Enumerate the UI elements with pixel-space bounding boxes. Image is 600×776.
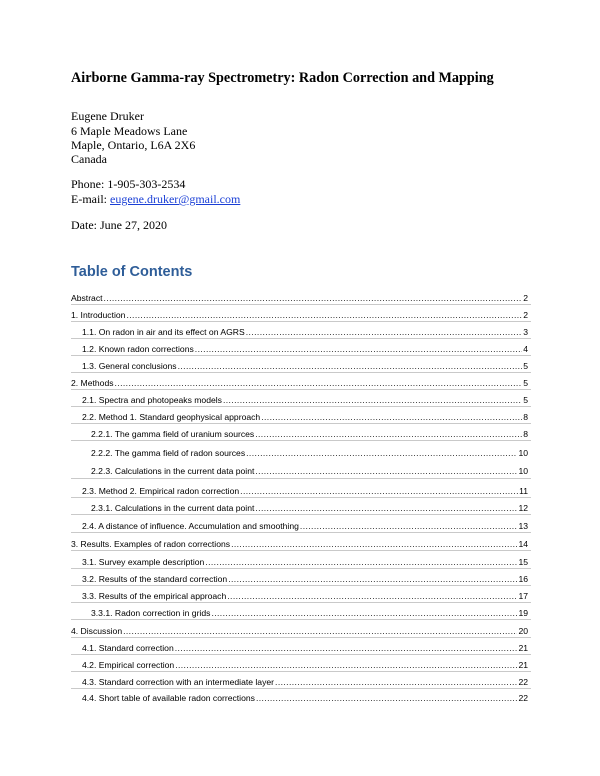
toc-leader xyxy=(123,626,517,636)
toc-entry-label: 2.4. A distance of influence. Accumulation and smoothing xyxy=(82,521,299,531)
toc-entry[interactable] xyxy=(82,555,528,567)
toc-divider xyxy=(71,637,531,638)
toc-entry[interactable] xyxy=(82,519,528,531)
toc-entry-label: Abstract xyxy=(71,293,103,303)
toc-entry-page: 5 xyxy=(523,395,528,405)
toc-divider xyxy=(71,423,531,424)
author-name: Eugene Druker xyxy=(71,109,144,123)
toc-entry[interactable] xyxy=(91,606,528,618)
toc-entry-page: 21 xyxy=(518,643,528,653)
toc-entry[interactable] xyxy=(82,589,528,601)
toc-entry-label: 3. Results. Examples of radon corrections xyxy=(71,539,231,549)
toc-entry-label: 1. Introduction xyxy=(71,310,126,320)
toc-entry-label: 4.1. Standard correction xyxy=(82,643,174,653)
toc-divider xyxy=(71,338,531,339)
toc-entry[interactable] xyxy=(71,308,528,320)
toc-divider xyxy=(71,497,531,498)
email-line xyxy=(71,192,240,206)
toc-entry[interactable] xyxy=(82,393,528,405)
toc-leader xyxy=(255,466,517,476)
toc-entry-page: 21 xyxy=(518,660,528,670)
toc-leader xyxy=(275,677,517,687)
toc-entry[interactable] xyxy=(71,291,528,303)
toc-divider xyxy=(71,602,531,603)
toc-entry-page: 14 xyxy=(518,539,528,549)
toc-entry-label: 3.1. Survey example description xyxy=(82,557,205,567)
phone: Phone: 1-905-303-2534 xyxy=(71,177,186,191)
toc-leader xyxy=(115,378,523,388)
toc-entry-label: 2.2.2. The gamma field of radon sources xyxy=(91,448,246,458)
toc-divider xyxy=(71,372,531,373)
toc-divider xyxy=(71,619,531,620)
toc-entry[interactable] xyxy=(82,572,528,584)
toc-entry-page: 13 xyxy=(518,521,528,531)
toc-entry-page: 22 xyxy=(518,693,528,703)
address-country: Canada xyxy=(71,152,107,166)
toc-entry-label: 2. Methods xyxy=(71,378,114,388)
address-line-2: Maple, Ontario, L6A 2X6 xyxy=(71,138,196,152)
email-label: E-mail: xyxy=(71,192,110,206)
toc-entry-page: 8 xyxy=(523,429,528,439)
toc-entry[interactable] xyxy=(91,446,528,458)
toc-divider xyxy=(71,550,531,551)
toc-leader xyxy=(246,448,517,458)
toc-entry-page: 8 xyxy=(523,412,528,422)
toc-divider xyxy=(71,321,531,322)
toc-entry-label: 2.2.3. Calculations in the current data point xyxy=(91,466,255,476)
toc-entry[interactable] xyxy=(71,537,528,549)
toc-divider xyxy=(71,355,531,356)
toc-leader xyxy=(228,574,517,584)
toc-heading: Table of Contents xyxy=(71,264,193,280)
toc-entry-page: 11 xyxy=(519,486,528,496)
toc-entry[interactable] xyxy=(91,501,528,513)
toc-leader xyxy=(246,327,522,337)
toc-divider xyxy=(71,406,531,407)
toc-divider xyxy=(71,514,531,515)
toc-divider xyxy=(71,688,531,689)
toc-entry[interactable] xyxy=(82,410,528,422)
toc-entry-page: 5 xyxy=(523,378,528,388)
toc-entry-page: 2 xyxy=(523,310,528,320)
toc-entry[interactable] xyxy=(82,342,528,354)
toc-leader xyxy=(300,521,518,531)
toc-entry-label: 3.3. Results of the empirical approach xyxy=(82,591,227,601)
toc-entry-page: 3 xyxy=(523,327,528,337)
toc-entry[interactable] xyxy=(82,359,528,371)
address-line-1: 6 Maple Meadows Lane xyxy=(71,124,188,138)
toc-entry-label: 1.2. Known radon corrections xyxy=(82,344,194,354)
toc-entry[interactable] xyxy=(91,464,528,476)
toc-leader xyxy=(104,293,523,303)
toc-entry[interactable] xyxy=(82,484,528,496)
toc-entry[interactable] xyxy=(82,641,528,653)
toc-leader xyxy=(195,344,522,354)
toc-divider xyxy=(71,671,531,672)
toc-leader xyxy=(261,412,522,422)
toc-leader xyxy=(175,660,517,670)
toc-entry-label: 2.2. Method 1. Standard geophysical approach xyxy=(82,412,261,422)
toc-entry[interactable] xyxy=(82,691,528,703)
toc-leader xyxy=(126,310,522,320)
document-title: Airborne Gamma-ray Spectrometry: Radon Correction and Mapping xyxy=(71,70,494,86)
toc-leader xyxy=(227,591,517,601)
toc-divider xyxy=(71,654,531,655)
toc-entry-page: 5 xyxy=(523,361,528,371)
toc-entry[interactable] xyxy=(82,658,528,670)
toc-entry-label: 4.3. Standard correction with an intermediate layer xyxy=(82,677,275,687)
toc-leader xyxy=(256,693,518,703)
toc-entry-label: 4.2. Empirical correction xyxy=(82,660,175,670)
toc-entry-page: 20 xyxy=(518,626,528,636)
toc-leader xyxy=(205,557,517,567)
toc-entry-label: 4.4. Short table of available radon corrections xyxy=(82,693,255,703)
toc-entry-label: 1.1. On radon in air and its effect on AGRS xyxy=(82,327,245,337)
toc-leader xyxy=(178,361,523,371)
toc-entry-page: 15 xyxy=(518,557,528,567)
toc-entry-page: 22 xyxy=(518,677,528,687)
toc-divider xyxy=(71,585,531,586)
toc-divider xyxy=(71,304,531,305)
toc-entry-label: 2.3. Method 2. Empirical radon correction xyxy=(82,486,240,496)
toc-entry-page: 10 xyxy=(518,448,528,458)
toc-entry-page: 17 xyxy=(518,591,528,601)
toc-divider xyxy=(71,389,531,390)
toc-leader xyxy=(255,503,517,513)
toc-entry-page: 10 xyxy=(518,466,528,476)
toc-divider xyxy=(71,440,531,441)
toc-entry-label: 1.3. General conclusions xyxy=(82,361,177,371)
toc-divider xyxy=(71,532,531,533)
toc-divider xyxy=(71,478,531,479)
toc-entry-page: 12 xyxy=(518,503,528,513)
date: Date: June 27, 2020 xyxy=(71,218,167,232)
toc-entry[interactable] xyxy=(82,675,528,687)
toc-leader xyxy=(255,429,522,439)
toc-leader xyxy=(175,643,518,653)
toc-entry-page: 4 xyxy=(523,344,528,354)
toc-entry-label: 4. Discussion xyxy=(71,626,123,636)
toc-entry-label: 3.3.1. Radon correction in grids xyxy=(91,608,211,618)
toc-entry-page: 19 xyxy=(518,608,528,618)
toc-entry-label: 2.2.1. The gamma field of uranium sources xyxy=(91,429,255,439)
toc-leader xyxy=(240,486,518,496)
toc-entry-page: 2 xyxy=(523,293,528,303)
toc-leader xyxy=(223,395,522,405)
toc-entry-label: 2.1. Spectra and photopeaks models xyxy=(82,395,222,405)
toc-entry-label: 3.2. Results of the standard correction xyxy=(82,574,228,584)
toc-divider xyxy=(71,568,531,569)
toc-entry-label: 2.3.1. Calculations in the current data point xyxy=(91,503,255,513)
toc-entry[interactable] xyxy=(91,427,528,439)
toc-leader xyxy=(211,608,517,618)
toc-entry-page: 16 xyxy=(518,574,528,584)
toc-leader xyxy=(231,539,517,549)
toc-entry[interactable] xyxy=(71,376,528,388)
email-link[interactable]: eugene.druker@gmail.com xyxy=(110,192,241,206)
toc-entry[interactable] xyxy=(71,624,528,636)
toc-entry[interactable] xyxy=(82,325,528,337)
